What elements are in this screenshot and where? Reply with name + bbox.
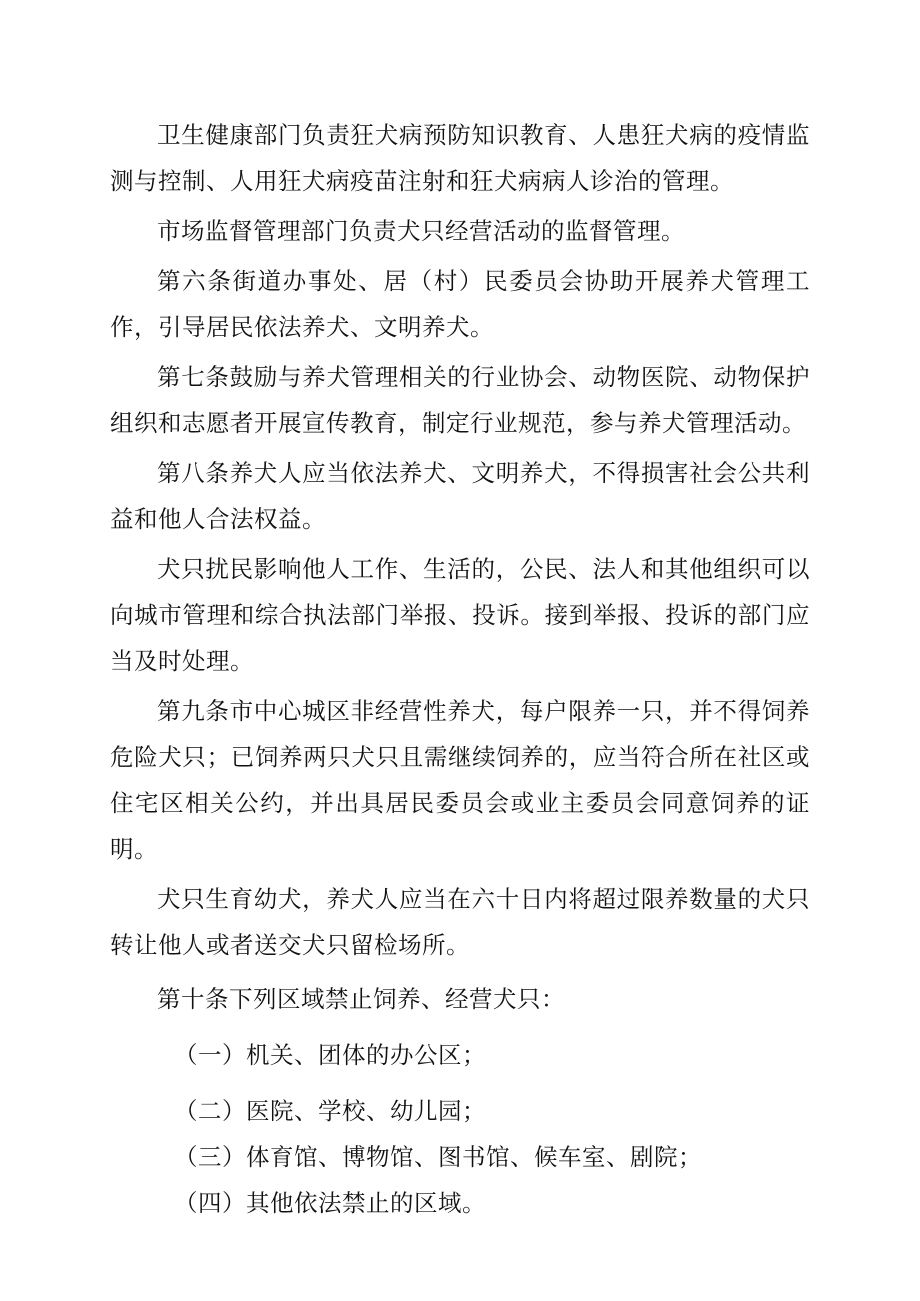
- paragraph-article-8: 第八条养犬人应当依法养犬、文明养犬，不得损害社会公共利益和他人合法权益。: [110, 459, 810, 533]
- paragraph-article-6: 第六条街道办事处、居（村）民委员会协助开展养犬管理工作，引导居民依法养犬、文明养犬。: [110, 267, 810, 341]
- list-item-3: （三）体育馆、博物馆、图书馆、候车室、剧院；: [174, 1143, 702, 1171]
- list-item-4: （四）其他依法禁止的区域。: [174, 1189, 486, 1217]
- list-item-1: （一）机关、团体的办公区；: [174, 1041, 486, 1069]
- paragraph-market-supervision: 市场监督管理部门负责犬只经营活动的监督管理。: [157, 217, 685, 245]
- paragraph-puppies: 犬只生育幼犬，养犬人应当在六十日内将超过限养数量的犬只转让他人或者送交犬只留检场所。: [110, 885, 810, 959]
- paragraph-article-9: 第九条市中心城区非经营性养犬，每户限养一只，并不得饲养危险犬只；已饲养两只犬只且需继续饲养的，应当符合所在社区或住宅区相关公约，并出具居民委员会或业主委员会同意饲养的证明。: [110, 697, 810, 863]
- paragraph-article-7: 第七条鼓励与养犬管理相关的行业协会、动物医院、动物保护组织和志愿者开展宣传教育，制定行业规范，参与养犬管理活动。: [110, 363, 810, 437]
- paragraph-health-dept: 卫生健康部门负责狂犬病预防知识教育、人患狂犬病的疫情监测与控制、人用狂犬病疫苗注射和狂犬病病人诊治的管理。: [110, 121, 810, 195]
- paragraph-article-10: 第十条下列区域禁止饲养、经营犬只：: [157, 985, 565, 1013]
- document-body: [110, 112, 810, 1226]
- paragraph-dog-disturbance: 犬只扰民影响他人工作、生活的，公民、法人和其他组织可以向城市管理和综合执法部门举报、投诉。接到举报、投诉的部门应当及时处理。: [110, 555, 810, 675]
- list-item-2: （二）医院、学校、幼儿园；: [174, 1097, 486, 1125]
